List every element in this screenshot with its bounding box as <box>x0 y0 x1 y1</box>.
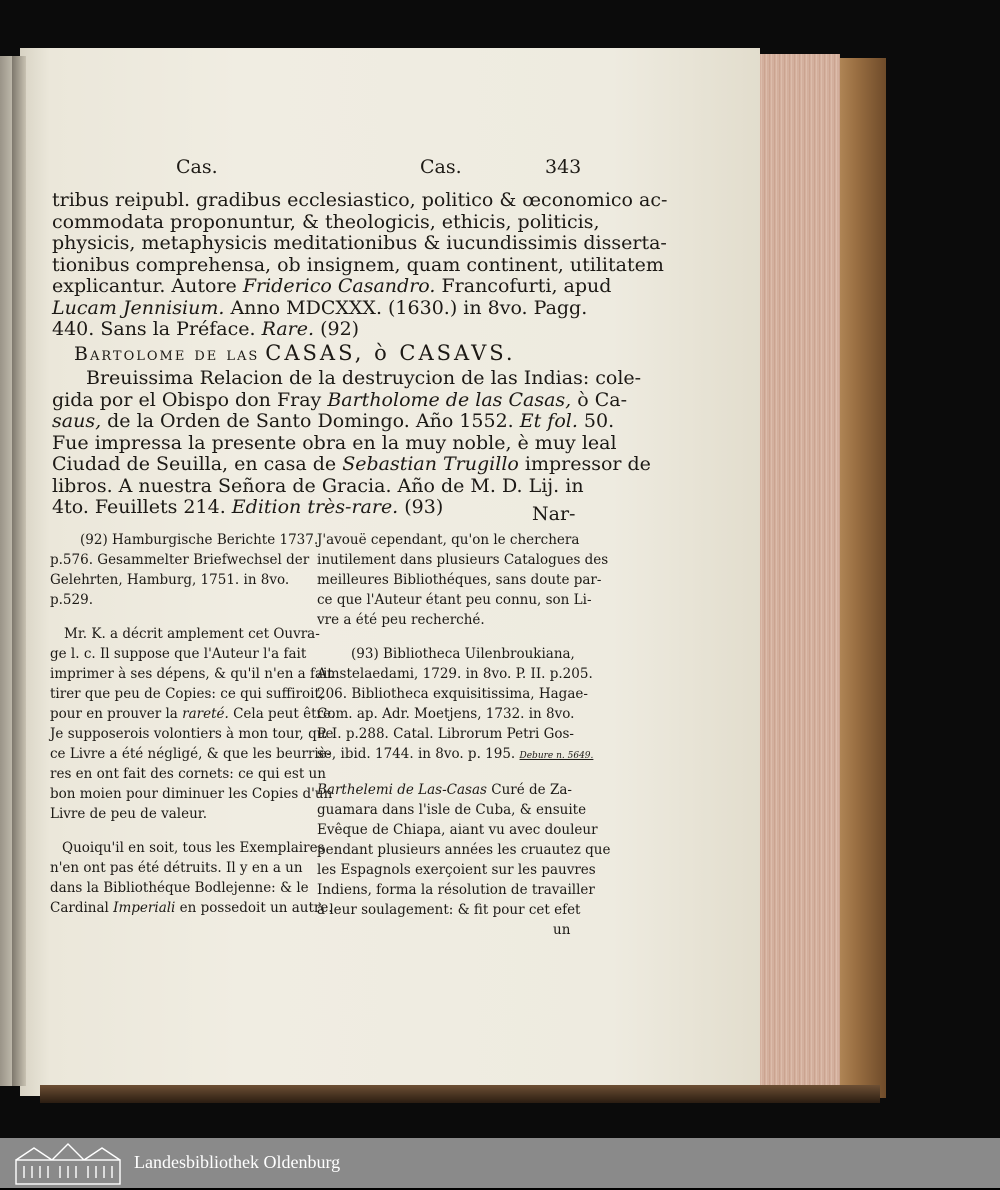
footnote-92: (92) Hamburgische Berichte 1737. p.576. Gesammelter Briefwechsel der Gelehrten, Hamburg, 1751. in 8vo. p.529. <box>50 532 319 608</box>
book-cover-board <box>836 58 886 1098</box>
footnote-paragraph: Barthelemi de Las-Casas Curé de Za- guamara dans l'isle de Cuba, & ensuite Evêque de Chiapa, aiant vu avec douleur pendant plusieurs années les cruautez que les Espagnols exerçoient sur les pauvres Indiens, forma la résolution de travailler à leur soulagement: & fit pour cet efet un <box>317 782 611 938</box>
page-number: 343 <box>545 156 582 178</box>
text-line: 4to. Feuillets 214. Edition très-rare. (93) <box>52 496 444 518</box>
footnote-93: (93) Bibliotheca Uilenbroukiana, Amstelaedami, 1729. in 8vo. P. II. p.205. 206. Bibliotheca exquisitissima, Hagae- Com. ap. Adr. Moetjens, 1732. in 8vo. P. I. p.288. Catal. Librorum Petri Gos- se, ibid. 1744. in 8vo. p. 195. Debure n. 5649. <box>317 646 594 762</box>
text-line: commodata proponuntur, & theologicis, ethicis, politicis, <box>52 210 600 233</box>
page-fore-edge <box>758 54 840 1094</box>
text-line: explicantur. Autore Friderico Casandro. Francofurti, apud <box>52 275 612 297</box>
text-line: Ciudad de Seuilla, en casa de Sebastian Trugillo impressor de <box>52 453 651 475</box>
text-line: tribus reipubl. gradibus ecclesiastico, politico & œconomico ac- <box>52 189 668 211</box>
main-text-continuation <box>52 190 667 341</box>
text-line: 440. Sans la Préface. Rare. (92) <box>52 318 360 340</box>
running-head-center: Cas. <box>420 156 462 178</box>
footnote-paragraph: Quoiqu'il en soit, tous les Exemplaires n'en ont pas été détruits. Il y en a un dans la Bibliothéque Bodlejenne: & le Cardinal Imperiali en possedoit un autre. <box>50 840 333 916</box>
text-line: gida por el Obispo don Fray Bartholome de las Casas, ò Ca- <box>52 388 627 411</box>
text-line: Lucam Jennisium. Anno MDCXXX. (1630.) in 8vo. Pagg. <box>52 296 588 319</box>
catchword: Nar- <box>532 503 576 525</box>
library-building-icon <box>14 1142 122 1190</box>
book-bottom-edge <box>40 1085 880 1103</box>
footnote-column-left <box>50 530 335 918</box>
running-head-left: Cas. <box>176 156 218 178</box>
entry-casas <box>52 368 651 519</box>
library-name: Landesbibliothek Oldenburg <box>134 1152 341 1172</box>
text-line: Fue impressa la presente obra en la muy noble, è muy leal <box>52 431 617 454</box>
handwritten-annotation: Debure n. 5649. <box>519 751 594 761</box>
text-line: tionibus comprehensa, ob insignem, quam continent, utilitatem <box>52 253 664 276</box>
text-line: libros. A nuestra Señora de Gracia. Año de M. D. Lij. in <box>52 474 584 497</box>
text-line: physicis, metaphysicis meditationibus & iucundissimis disserta- <box>52 232 667 254</box>
catchword: un <box>553 922 571 938</box>
book-gutter <box>12 56 26 1086</box>
library-footer-bar <box>0 1138 1000 1188</box>
entry-heading: Bartolome de las CASAS, ò CASAVS. <box>74 341 516 365</box>
footnote-paragraph: Mr. K. a décrit amplement cet Ouvra- ge l. c. Il suppose que l'Auteur l'a fait imprimer à ses dépens, & qu'il n'en a fait tirer que peu de Copies: ce qui suffiroit, pour en prouver la rareté. Cela peut être. Je supposerois volontiers à mon tour, que ce Livre a été négligé, & que les beurriè- res en ont fait des cornets: ce qui est un bon moien pour diminuer les Copies d'un Livre de peu de valeur. <box>50 626 336 822</box>
footnote-column-right <box>317 530 610 940</box>
text-line: Breuissima Relacion de la destruycion de las Indias: cole- <box>86 367 642 389</box>
footnote-paragraph: J'avouë cependant, qu'on le cherchera inutilement dans plusieurs Catalogues des meilleures Bibliothéques, sans doute par- ce que l'Auteur étant peu connu, son Li- vre a été peu recherché. <box>317 532 609 628</box>
text-line: saus, de la Orden de Santo Domingo. Año 1552. Et fol. 50. <box>52 410 615 432</box>
